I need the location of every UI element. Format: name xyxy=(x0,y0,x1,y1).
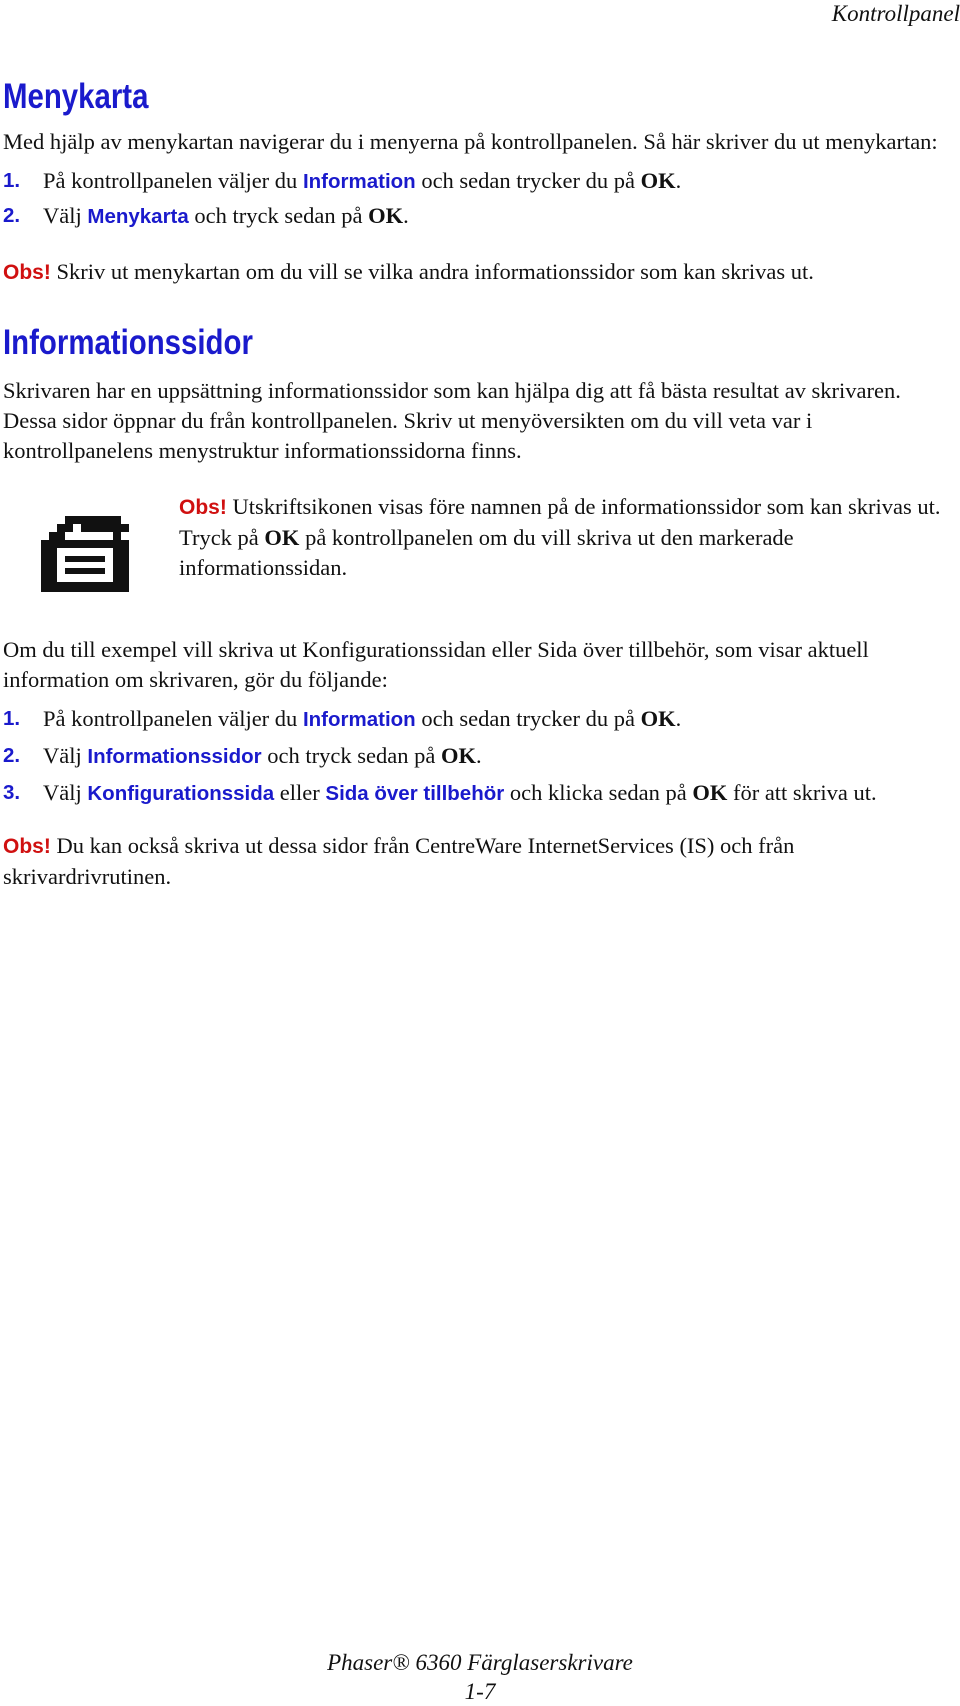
informationssidor-step-2: 2. Välj Informationssidor och tryck sedan på OK. xyxy=(3,743,482,768)
footer-product: Phaser® 6360 Färglaserskrivare xyxy=(327,1650,633,1675)
informationssidor-steps xyxy=(3,704,943,809)
note-label: Obs! xyxy=(3,835,51,858)
ok-key: OK xyxy=(440,743,476,768)
menu-term: Konfigurationssida xyxy=(87,782,275,805)
section-title-menykarta: Menykarta xyxy=(3,77,149,116)
informationssidor-step-1: 1. På kontrollpanelen väljer du Information och sedan trycker du på OK. xyxy=(3,706,682,731)
informationssidor-intro: Skrivaren har en uppsättning informationssidor som kan hjälpa dig att få bästa resultat av skrivaren. Dessa sidor öppnar du från kontrollpanelen. Skriv ut menyöversikten om du vill veta var i kontrollpanelens menystruktur informationssidorna finns. xyxy=(3,378,901,463)
note-label: Obs! xyxy=(179,496,227,519)
page-footer xyxy=(0,1648,960,1706)
note-label: Obs! xyxy=(3,261,51,284)
menykarta-steps xyxy=(3,166,943,232)
informationssidor-step-3: 3. Välj Konfigurationssida eller Sida över tillbehör och klicka sedan på OK för att skriva ut. xyxy=(3,780,877,805)
informationssidor-note: Obs! Du kan också skriva ut dessa sidor från CentreWare InternetServices (IS) och från skrivardrivrutinen. xyxy=(3,833,795,889)
ok-key: OK xyxy=(640,706,676,731)
ok-key: OK xyxy=(692,780,728,805)
menu-term: Sida över tillbehör xyxy=(325,782,505,805)
ok-key: OK xyxy=(264,525,300,550)
printer-icon-note xyxy=(3,492,943,599)
ok-key: OK xyxy=(640,168,676,193)
menykarta-note: Obs! Skriv ut menykartan om du vill se vilka andra informationssidor som kan skrivas ut. xyxy=(3,259,814,284)
printer-icon-note-text: Obs! Utskriftsikonen visas före namnen på de informationssidor som kan skrivas ut. Tryck på OK på kontrollpanelen om du vill skriva ut den markerade informationssidan. xyxy=(179,494,941,580)
menykarta-step-1: 1. På kontrollpanelen väljer du Information och sedan trycker du på OK. xyxy=(3,168,682,193)
menykarta-step-2: 2. Välj Menykarta och tryck sedan på OK. xyxy=(3,203,409,228)
menu-term: Informationssidor xyxy=(87,745,262,768)
footer-page-number: 1-7 xyxy=(464,1679,496,1704)
informationssidor-example: Om du till exempel vill skriva ut Konfigurationssidan eller Sida över tillbehör, som visar aktuell information om skrivaren, gör du följande: xyxy=(3,637,869,692)
menu-term: Menykarta xyxy=(87,205,189,228)
ok-key: OK xyxy=(368,203,404,228)
menu-term: Information xyxy=(302,170,416,193)
page-content xyxy=(3,74,943,892)
menykarta-intro: Med hjälp av menykartan navigerar du i menyerna på kontrollpanelen. Så här skriver du ut menykartan: xyxy=(3,129,938,154)
running-header: Kontrollpanel xyxy=(831,1,960,26)
menu-term: Information xyxy=(302,708,416,731)
section-title-informationssidor: Informationssidor xyxy=(3,323,253,362)
printer-icon xyxy=(41,516,161,599)
